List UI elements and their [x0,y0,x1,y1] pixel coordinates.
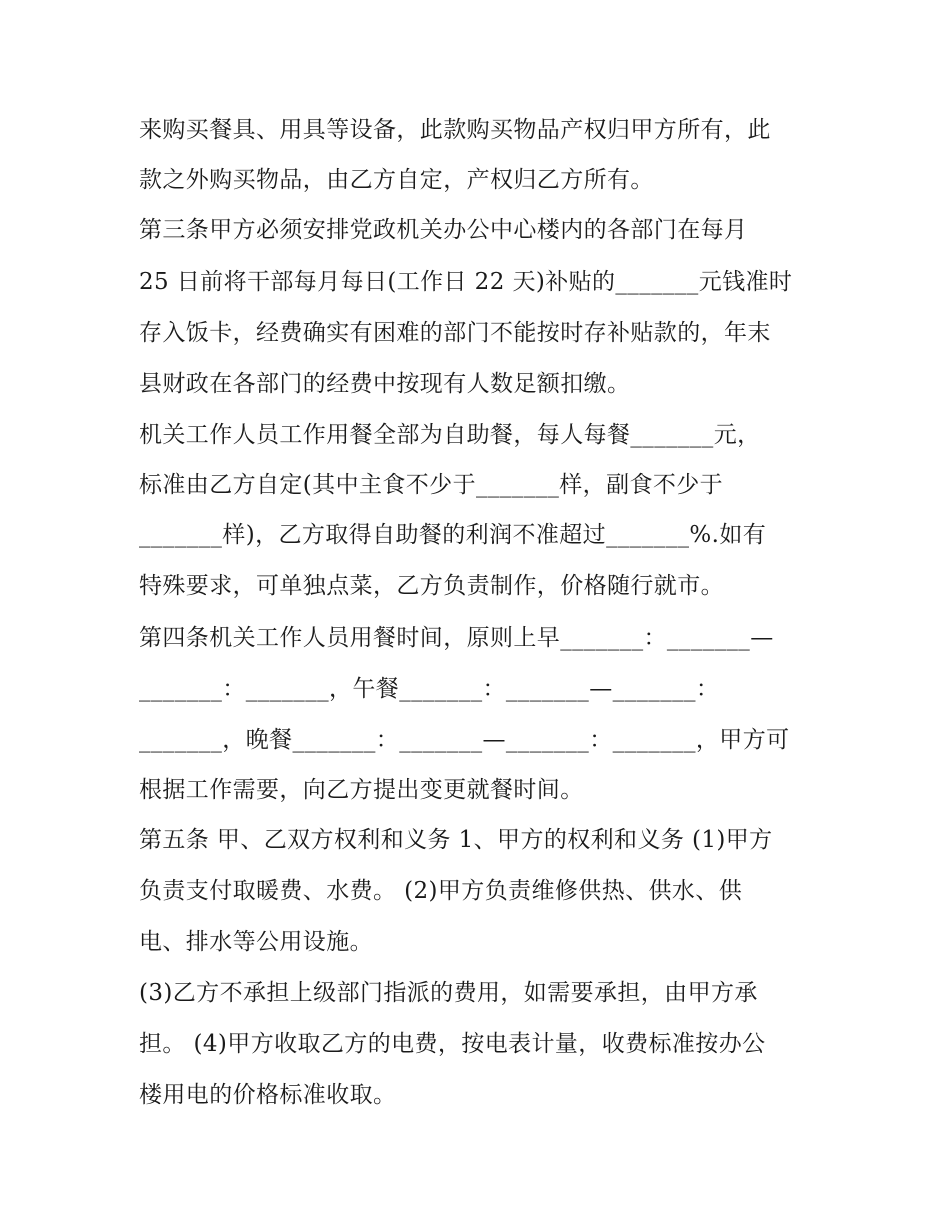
text-line-7: 机关工作人员工作用餐全部为自助餐，每人每餐_______元， [139,422,761,448]
text-line-16: 负责支付取暖费、水费。 (2)甲方负责维修供热、供水、供 [139,878,743,904]
text-line-9: _______样)，乙方取得自助餐的利润不准超过_______%.如有 [139,522,767,548]
text-line-4: 25 日前将干部每月每日(工作日 22 天)补贴的_______元钱准时 [139,269,793,295]
text-line-1: 来购买餐具、用具等设备，此款购买物品产权归甲方所有，此 [139,117,771,143]
text-line-6: 县财政在各部门的经费中按现有人数足额扣缴。 [139,371,631,397]
text-line-11: 第四条机关工作人员用餐时间，原则上早_______：_______— [139,625,774,651]
text-line-15: 第五条 甲、乙双方权利和义务 1、甲方的权利和义务 (1)甲方 [139,827,773,853]
text-line-20: 楼用电的价格标准收取。 [139,1082,397,1108]
text-line-13: _______，晚餐_______：_______—_______：_______，甲方可 [139,727,790,753]
text-line-17: 电、排水等公用设施。 [139,929,373,955]
text-line-14: 根据工作需要，向乙方提出变更就餐时间。 [139,777,584,803]
text-line-12: _______：_______，午餐_______：_______—_______： [139,676,720,702]
text-line-3: 第三条甲方必须安排党政机关办公中心楼内的各部门在每月 [139,217,748,243]
text-line-10: 特殊要求，可单独点菜，乙方负责制作，价格随行就市。 [139,573,724,599]
text-line-5: 存入饭卡，经费确实有困难的部门不能按时存补贴款的，年末 [139,320,771,346]
text-line-19: 担。 (4)甲方收取乙方的电费，按电表计量，收费标准按办公 [139,1031,766,1057]
text-line-18: (3)乙方不承担上级部门指派的费用，如需要承担，由甲方承 [139,980,758,1006]
text-line-2: 款之外购买物品，由乙方自定，产权归乙方所有。 [139,167,654,193]
text-line-8: 标准由乙方自定(其中主食不少于_______样，副食不少于 [139,472,724,498]
